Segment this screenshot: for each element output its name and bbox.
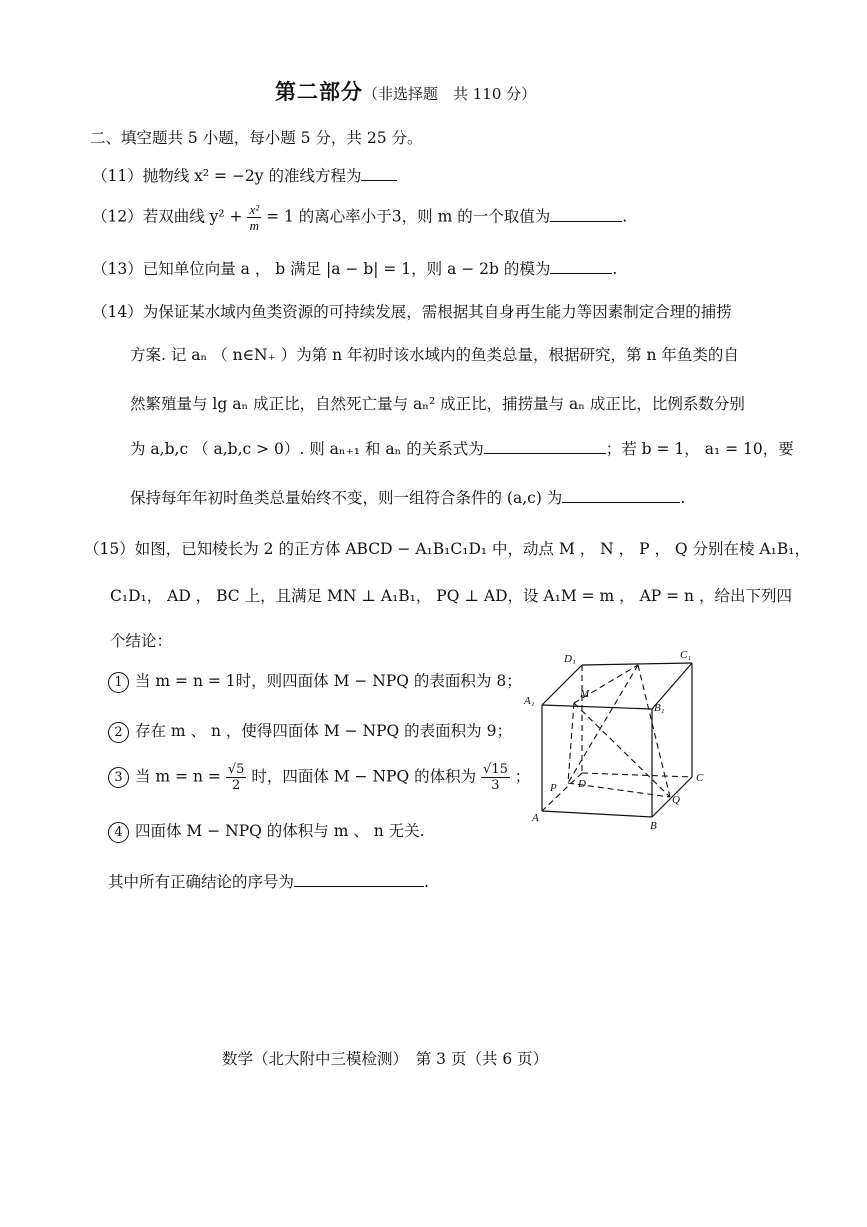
q14-answer-blank-2 (562, 502, 680, 503)
question-13 (92, 257, 617, 279)
conclusion-text: 存在 m 、 n ，使得四面体 M − NPQ 的表面积为 9； (135, 722, 512, 740)
label-D: D (578, 778, 586, 790)
label-A: A (532, 812, 539, 824)
circled-number: 1 (108, 672, 129, 693)
q15-line-1: （15）如图，已知棱长为 2 的正方体 ABCD − A₁B₁C₁D₁ 中，动点 M ， N ， P ， Q 分别在棱 A₁B₁， (84, 540, 810, 558)
fraction-sqrt15-over-3 (481, 762, 510, 793)
conclusion-text: 四面体 M − NPQ 的体积与 m 、 n 无关. (135, 822, 425, 840)
q11-text: （11）抛物线 x² = −2y 的准线方程为 (92, 167, 362, 185)
part-subtitle: （非选择题 共 110 分） (363, 85, 537, 103)
edge-A1D1 (542, 665, 582, 705)
q12-text-post: = 1 的离心率小于3，则 m 的一个取值为 (266, 207, 551, 226)
q15-line-2: C₁D₁， AD ， BC 上，且满足 MN ⊥ A₁B₁， PQ ⊥ AD，设 A₁M = m ， AP = n ，给出下列四 (110, 587, 792, 605)
q15-line-3: 个结论： (110, 632, 173, 650)
part-title: 第二部分 (275, 79, 363, 104)
label-B: B (650, 820, 657, 832)
edge-A1B1 (542, 705, 652, 709)
label-B1: B₁ (654, 702, 665, 714)
label-Q: Q (672, 794, 680, 806)
q14-end: . (680, 489, 686, 507)
page-footer: 数学（北大附中三模检测） 第 3 页（共 6 页） (222, 1050, 549, 1068)
q13-text: （13）已知单位向量 a ， b 满足 |a − b| = 1，则 a − 2b 的模为 (92, 260, 551, 278)
label-C1: C₁ (680, 649, 692, 661)
q15-end: . (424, 873, 429, 891)
cube-figure (520, 645, 720, 835)
edge-DC-hidden (582, 773, 692, 777)
label-D1: D₁ (564, 653, 576, 665)
conclusion-text-mid: 时，四面体 M − NPQ 的体积为 (251, 767, 477, 786)
q12-fraction (247, 202, 261, 233)
q13-answer-blank (550, 273, 612, 274)
edge-MQ (574, 703, 670, 797)
q12-answer-blank (550, 221, 622, 222)
q15-conclusion-2 (108, 719, 512, 743)
q14-line-4a: 为 a,b,c （ a,b,c > 0）. 则 aₙ₊₁ 和 aₙ 的关系式为 (130, 440, 484, 458)
question-11 (92, 164, 397, 186)
q14-line-4b: ；若 b = 1， a₁ = 10，要 (605, 440, 794, 458)
q14-line-5 (130, 486, 685, 508)
conclusion-text: 当 m = n = 1时，则四面体 M − NPQ 的表面积为 8； (135, 672, 522, 690)
label-C: C (696, 772, 704, 784)
q12-end: . (622, 207, 628, 226)
section-heading: 二、填空题共 5 小题，每小题 5 分，共 25 分。 (90, 129, 423, 147)
q15-final-line (108, 870, 429, 892)
conclusion-text-post: ； (514, 767, 531, 786)
q15-conclusion-1 (108, 669, 522, 693)
frac-num: √15 (483, 762, 508, 777)
q14-line-4 (130, 437, 794, 459)
question-12 (92, 202, 627, 233)
conclusion-text-pre: 当 m = n = (135, 767, 221, 786)
q12-frac-den: m (249, 218, 260, 233)
edge-D1C1 (582, 663, 692, 665)
frac-den: 2 (231, 778, 241, 793)
q14-line-2: 方案. 记 aₙ （ n∈N₊ ）为第 n 年初时该水域内的鱼类总量，根据研究，第 n 年鱼类的自 (130, 346, 739, 364)
label-M: M (580, 688, 590, 700)
q15-conclusion-3 (108, 762, 530, 793)
q11-answer-blank (361, 180, 397, 181)
circled-number: 3 (108, 767, 129, 788)
q12-text-pre: （12）若双曲线 y² + (92, 207, 243, 226)
q14-answer-blank-1 (484, 453, 606, 454)
page-title (275, 76, 536, 106)
fraction-sqrt5-over-2 (226, 762, 247, 793)
q14-line-1: （14）为保证某水域内鱼类资源的可持续发展，需根据其自身再生能力等因素制定合理的捕捞 (92, 303, 732, 321)
frac-num: √5 (227, 762, 245, 777)
edge-NP (568, 665, 638, 783)
q15-answer-blank (294, 886, 424, 887)
q15-final-text: 其中所有正确结论的序号为 (108, 873, 295, 891)
label-P: P (550, 782, 557, 794)
q15-conclusion-4 (108, 819, 425, 843)
circled-number: 2 (108, 722, 129, 743)
frac-den: 3 (491, 778, 500, 793)
q14-line-3: 然繁殖量与 lg aₙ 成正比，自然死亡量与 aₙ² 成正比，捕捞量与 aₙ 成正比，比例系数分别 (130, 395, 745, 413)
edge-NQ (638, 665, 670, 797)
label-A1: A₁ (524, 695, 535, 707)
q13-end: . (612, 260, 618, 278)
q12-frac-num: x² (249, 202, 260, 217)
circled-number: 4 (108, 822, 129, 843)
edge-AB (542, 811, 652, 817)
edge-AD-hidden (542, 773, 582, 811)
edge-MP (568, 703, 574, 783)
q14-line-5-text: 保持每年年初时鱼类总量始终不变，则一组符合条件的 (a,c) 为 (130, 489, 563, 507)
vertex-labels (523, 649, 704, 832)
